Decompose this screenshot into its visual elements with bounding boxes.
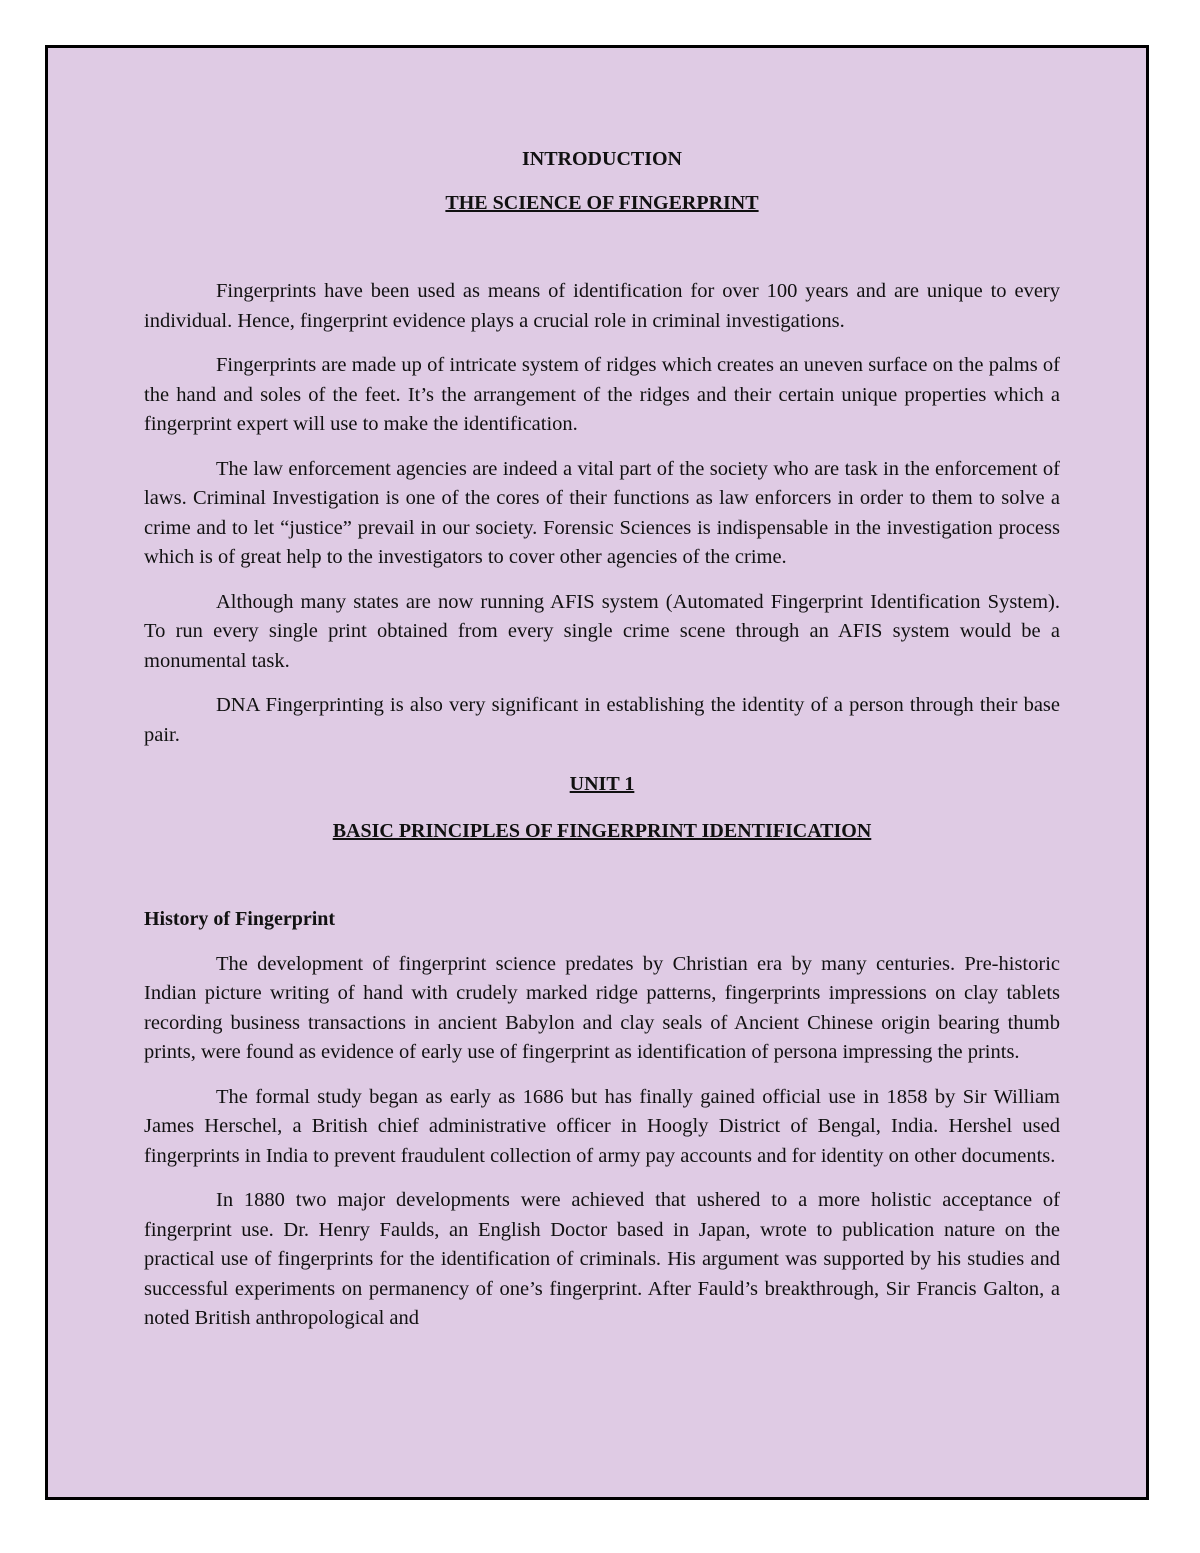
heading-science-of-fingerprint: THE SCIENCE OF FINGERPRINT: [445, 191, 759, 214]
intro-paragraph: Although many states are now running AFIS system (Automated Fingerprint Identification System). To run every single print obtained from every single crime scene through an AFIS system would be a monumental task.: [144, 590, 1060, 672]
history-paragraph: In 1880 two major developments were achieved that ushered to a more holistic acceptance of fingerprint use. Dr. Henry Faulds, an English Doctor based in Japan, wrote to publication nature on the practical use of fingerprints for the identification of criminals. His argument was supported by his studies and successful experiments on permanency of one’s fingerprint. After Fauld’s breakthrough, Sir Francis Galton, a noted British anthropological and: [144, 1189, 1060, 1329]
intro-paragraph: DNA Fingerprinting is also very significant in establishing the identity of a person through their base pair.: [144, 694, 1060, 746]
heading-history-of-fingerprint: History of Fingerprint: [144, 908, 336, 930]
intro-paragraph: Fingerprints have been used as means of identification for over 100 years and are unique to every individual. Hence, fingerprint evidence plays a crucial role in criminal investigations.: [144, 280, 1060, 332]
heading-basic-principles: BASIC PRINCIPLES OF FINGERPRINT IDENTIFICATION: [332, 819, 872, 842]
intro-paragraph: Fingerprints are made up of intricate system of ridges which creates an uneven surface on the palms of the hand and soles of the feet. It’s the arrangement of the ridges and their certain unique properties which a fingerprint expert will use to make the identification.: [144, 354, 1060, 435]
history-paragraph: The development of fingerprint science predates by Christian era by many centuries. Pre-historic Indian picture writing of hand with crudely marked ridge patterns, fingerprints impressions on clay tablets recording business transactions in ancient Babylon and clay seals of Ancient Chinese origin bearing thumb prints, were found as evidence of early use of fingerprint as identification of persona impressing the prints.: [144, 952, 1060, 1063]
heading-unit-1: UNIT 1: [569, 773, 635, 795]
history-paragraph: The formal study began as early as 1686 but has finally gained official use in 1858 by Sir William James Herschel, a British chief administrative officer in Hoogly District of Bengal, India. Hershel used fingerprints in India to prevent fraudulent collection of army pay accounts and for identity on other documents.: [144, 1085, 1060, 1167]
intro-paragraph: The law enforcement agencies are indeed a vital part of the society who are task in the enforcement of laws. Criminal Investigation is one of the cores of their functions as law enforcers in order to them to solve a crime and to let “justice” prevail in our society. Forensic Sciences is indispensable in the investigation process which is of great help to the investigators to cover other agencies of the crime.: [144, 457, 1060, 568]
heading-introduction: INTRODUCTION: [521, 148, 683, 170]
document-body: [144, 143, 1060, 1349]
document-page: [45, 45, 1149, 1500]
